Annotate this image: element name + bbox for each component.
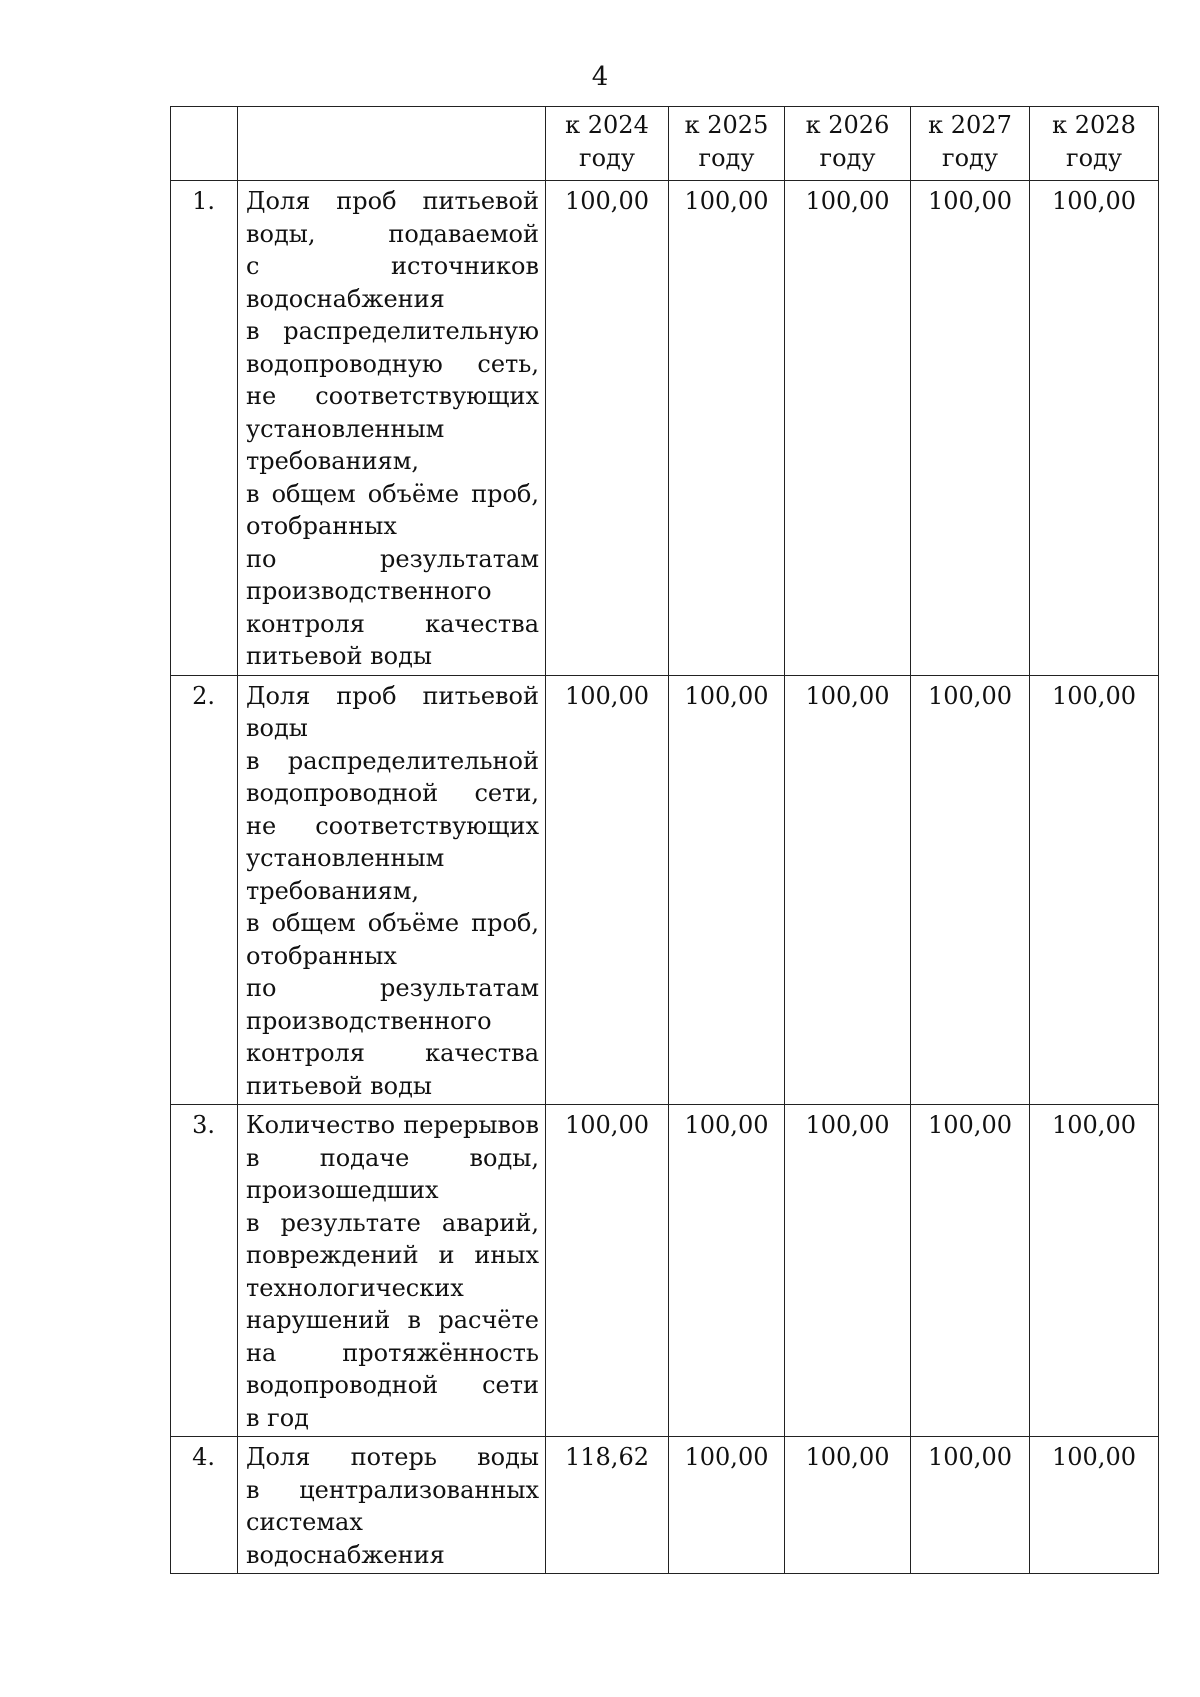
value-cell: 100,00: [546, 181, 669, 676]
value-cell: 100,00: [1030, 675, 1159, 1105]
indicator-name-line: требованиям,: [246, 447, 419, 475]
indicator-name-line: в результате аварий,: [246, 1208, 539, 1237]
value-cell: 100,00: [669, 181, 785, 676]
header-year-2027: [911, 107, 1030, 181]
header-year-line: к 2028: [1052, 111, 1136, 139]
indicator-name-line: воды: [246, 714, 308, 742]
header-year-unit: году: [698, 143, 755, 172]
indicator-name-line: в общем объёме проб,: [246, 479, 539, 508]
indicator-name-line: питьевой воды: [246, 1071, 432, 1100]
value-cell: 100,00: [785, 675, 911, 1105]
indicator-name: [238, 181, 546, 676]
header-num-cell: [171, 107, 238, 181]
indicator-name-line: технологических: [246, 1273, 464, 1302]
header-year-2024: [546, 107, 669, 181]
value-cell: 100,00: [911, 675, 1030, 1105]
indicator-name-line: установленным: [246, 414, 445, 443]
indicator-name-line: отобранных: [246, 941, 397, 970]
indicator-name: [238, 1437, 546, 1574]
indicator-name-line: водопроводной сети: [246, 1371, 539, 1399]
indicator-name-line: установленным: [246, 844, 445, 872]
row-number: 3.: [171, 1105, 238, 1437]
indicator-name-line: по результатам: [246, 974, 539, 1002]
table-row: [171, 675, 1159, 1105]
value-cell: 100,00: [785, 1105, 911, 1437]
value-cell: 100,00: [911, 1105, 1030, 1437]
row-number: 2.: [171, 675, 238, 1105]
value-cell: 100,00: [1030, 1105, 1159, 1437]
header-year-line: к 2025: [684, 111, 769, 139]
header-row: [171, 107, 1159, 181]
row-number: 4.: [171, 1437, 238, 1574]
indicator-name-line: нарушений в расчёте: [246, 1306, 539, 1334]
indicator-name-line: Доля потерь воды: [246, 1443, 539, 1471]
value-cell: 100,00: [669, 1105, 785, 1437]
header-year-unit: году: [819, 143, 876, 172]
indicator-name-line: воды, подаваемой: [246, 219, 539, 248]
row-number: 1.: [171, 181, 238, 676]
indicator-name-line: в централизованных: [246, 1475, 539, 1504]
indicator-name-line: водоснабжения: [246, 284, 445, 313]
value-cell: 100,00: [546, 675, 669, 1105]
indicator-name: [238, 1105, 546, 1437]
indicator-name-line: не соответствующих: [246, 382, 539, 410]
indicator-name-line: по результатам: [246, 544, 539, 573]
value-cell: 100,00: [785, 181, 911, 676]
indicator-name-line: в год: [246, 1403, 309, 1432]
indicator-name-line: не соответствующих: [246, 811, 539, 840]
value-cell: 100,00: [1030, 1437, 1159, 1574]
value-cell: 118,62: [546, 1437, 669, 1574]
indicator-name-line: произошедших: [246, 1176, 439, 1204]
indicator-name-line: на протяжённость: [246, 1338, 539, 1367]
indicator-name-line: отобранных: [246, 512, 397, 540]
indicator-name-line: водопроводной сети,: [246, 779, 539, 807]
indicator-name: [238, 675, 546, 1105]
header-year-unit: году: [942, 143, 998, 172]
indicator-name-line: Доля проб питьевой: [246, 681, 539, 710]
indicator-name-line: в распределительную: [246, 317, 539, 345]
header-year-unit: году: [1066, 143, 1122, 172]
header-year-2025: [669, 107, 785, 181]
indicator-name-line: повреждений и иных: [246, 1241, 539, 1269]
indicator-name-line: контроля качества: [246, 1039, 539, 1067]
header-year-line: к 2027: [928, 111, 1012, 139]
indicator-name-line: водоснабжения: [246, 1540, 445, 1569]
header-year-line: к 2024: [565, 111, 649, 139]
value-cell: 100,00: [785, 1437, 911, 1574]
indicator-name-line: водопроводную сеть,: [246, 349, 539, 378]
indicator-name-line: с источников: [246, 252, 539, 280]
indicator-name-line: питьевой воды: [246, 642, 432, 670]
indicator-name-line: контроля качества: [246, 609, 539, 638]
indicator-name-line: в распределительной: [246, 746, 539, 775]
indicators-table: [170, 106, 1159, 1574]
table-row: [171, 181, 1159, 676]
indicator-name-line: производственного: [246, 577, 492, 605]
indicator-name-line: в подаче воды,: [246, 1143, 539, 1172]
value-cell: 100,00: [669, 1437, 785, 1574]
value-cell: 100,00: [911, 1437, 1030, 1574]
header-label-cell: [238, 107, 546, 181]
page-number: 4: [591, 62, 609, 92]
indicator-name-line: в общем объёме проб,: [246, 909, 539, 937]
indicator-name-line: требованиям,: [246, 876, 419, 905]
header-year-unit: году: [579, 143, 635, 172]
indicator-name-line: Доля проб питьевой: [246, 187, 539, 215]
indicator-name-line: системах: [246, 1508, 363, 1536]
table-row: [171, 1105, 1159, 1437]
value-cell: 100,00: [546, 1105, 669, 1437]
header-year-line: к 2026: [805, 111, 890, 139]
header-year-2028: [1030, 107, 1159, 181]
table-row: [171, 1437, 1159, 1574]
header-year-2026: [785, 107, 911, 181]
value-cell: 100,00: [1030, 181, 1159, 676]
value-cell: 100,00: [669, 675, 785, 1105]
value-cell: 100,00: [911, 181, 1030, 676]
indicator-name-line: Количество перерывов: [246, 1111, 539, 1139]
indicator-name-line: производственного: [246, 1006, 492, 1035]
